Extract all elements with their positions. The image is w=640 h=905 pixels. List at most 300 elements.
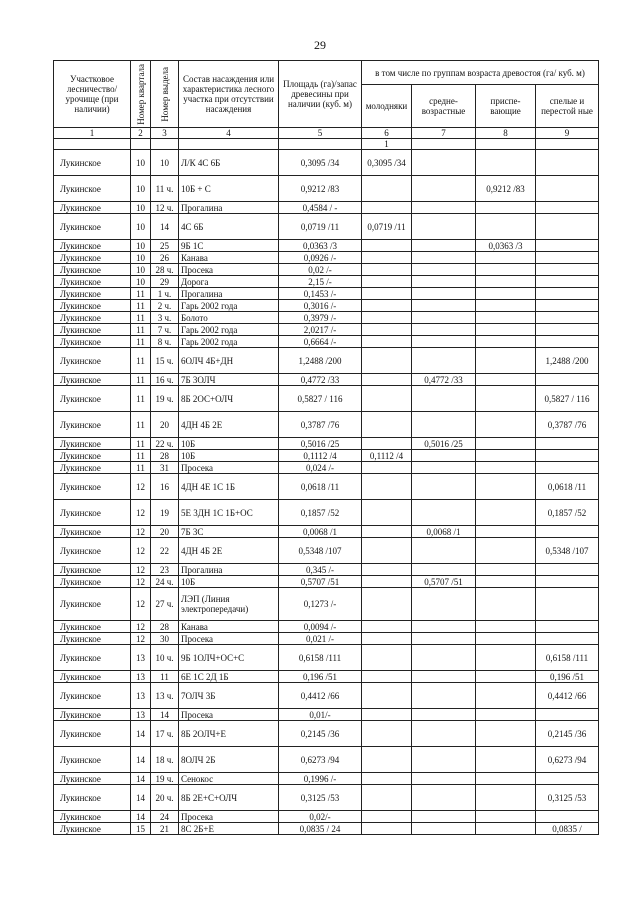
quarter-cell: 12 xyxy=(131,538,151,564)
young-cell xyxy=(362,474,412,500)
middle-aged-cell xyxy=(412,348,476,374)
area-cell: 0,0618 /11 xyxy=(279,474,362,500)
composition-cell: Прогалина xyxy=(179,202,279,214)
forestry-cell: Лукинское xyxy=(54,747,131,773)
mature-cell: 0,5348 /107 xyxy=(536,538,599,564)
forestry-cell: Лукинское xyxy=(54,526,131,538)
area-cell: 0,1112 /4 xyxy=(279,450,362,462)
middle-aged-cell: 0,4772 /33 xyxy=(412,374,476,386)
forest-table xyxy=(53,60,599,835)
middle-aged-cell xyxy=(412,773,476,785)
forestry-cell: Лукинское xyxy=(54,576,131,588)
maturing-cell xyxy=(476,747,536,773)
quarter-cell: 11 xyxy=(131,450,151,462)
composition-cell: Гарь 2002 года xyxy=(179,324,279,336)
quarter-cell: 11 xyxy=(131,312,151,324)
composition-cell: Дорога xyxy=(179,276,279,288)
forestry-cell: Лукинское xyxy=(54,264,131,276)
mature-cell: 0,0835 / xyxy=(536,823,599,835)
maturing-cell: 0,9212 /83 xyxy=(476,176,536,202)
header-composition: Состав насаждения или характеристика лесного участка при отсутствии насаждения xyxy=(179,61,279,128)
mature-cell xyxy=(536,150,599,176)
middle-aged-cell xyxy=(412,176,476,202)
table-row xyxy=(54,252,599,264)
column-number: 3 xyxy=(151,128,179,139)
composition-cell: 10Б + С xyxy=(179,176,279,202)
table-row xyxy=(54,264,599,276)
area-cell: 2,0217 /- xyxy=(279,324,362,336)
area-cell: 0,1996 /- xyxy=(279,773,362,785)
table-row xyxy=(54,645,599,671)
maturing-cell xyxy=(476,300,536,312)
section-cell: 10 ч. xyxy=(151,645,179,671)
maturing-cell xyxy=(476,348,536,374)
young-cell xyxy=(362,645,412,671)
forestry-cell: Лукинское xyxy=(54,324,131,336)
forestry-cell: Лукинское xyxy=(54,811,131,823)
maturing-cell xyxy=(476,438,536,450)
table-row xyxy=(54,240,599,252)
quarter-cell: 11 xyxy=(131,300,151,312)
composition-cell: 7Б 3ОЛЧ xyxy=(179,374,279,386)
composition-cell: Просека xyxy=(179,633,279,645)
quarter-cell: 11 xyxy=(131,324,151,336)
area-cell: 0,3016 /- xyxy=(279,300,362,312)
maturing-cell xyxy=(476,683,536,709)
table-row xyxy=(54,633,599,645)
area-cell: 0,3979 /- xyxy=(279,312,362,324)
maturing-cell xyxy=(476,462,536,474)
quarter-cell: 14 xyxy=(131,773,151,785)
maturing-cell xyxy=(476,150,536,176)
table-row xyxy=(54,202,599,214)
header-middle-aged: средне-возрастные xyxy=(412,85,476,128)
table-row xyxy=(54,526,599,538)
section-cell: 14 xyxy=(151,709,179,721)
section-cell: 18 ч. xyxy=(151,747,179,773)
section-cell: 27 ч. xyxy=(151,588,179,621)
table-row xyxy=(54,721,599,747)
forestry-cell: Лукинское xyxy=(54,300,131,312)
maturing-cell xyxy=(476,621,536,633)
middle-aged-cell xyxy=(412,474,476,500)
area-cell: 0,0926 /- xyxy=(279,252,362,264)
table-row xyxy=(54,683,599,709)
middle-aged-cell xyxy=(412,671,476,683)
quarter-cell: 10 xyxy=(131,176,151,202)
header-young: молодняки xyxy=(362,85,412,128)
composition-cell: 9Б 1ОЛЧ+ОС+С xyxy=(179,645,279,671)
composition-cell: Канава xyxy=(179,252,279,264)
middle-aged-cell xyxy=(412,202,476,214)
mature-cell xyxy=(536,621,599,633)
quarter-cell: 14 xyxy=(131,785,151,811)
column-number: 1 xyxy=(54,128,131,139)
section-cell: 1 ч. xyxy=(151,288,179,300)
table-row xyxy=(54,576,599,588)
middle-aged-cell xyxy=(412,252,476,264)
column-number: 7 xyxy=(412,128,476,139)
table-row xyxy=(54,621,599,633)
section-cell: 21 xyxy=(151,823,179,835)
middle-aged-cell xyxy=(412,214,476,240)
area-cell: 0,3787 /76 xyxy=(279,412,362,438)
table-row xyxy=(54,374,599,386)
forestry-cell: Лукинское xyxy=(54,240,131,252)
table-row xyxy=(54,300,599,312)
area-cell: 0,0094 /- xyxy=(279,621,362,633)
composition-cell: 8ОЛЧ 2Б xyxy=(179,747,279,773)
area-cell: 0,1857 /52 xyxy=(279,500,362,526)
composition-cell: 8Б 2ОС+ОЛЧ xyxy=(179,386,279,412)
composition-cell: Просека xyxy=(179,462,279,474)
young-cell xyxy=(362,576,412,588)
composition-cell: 7Б 3С xyxy=(179,526,279,538)
mature-cell xyxy=(536,462,599,474)
maturing-cell xyxy=(476,645,536,671)
forestry-cell: Лукинское xyxy=(54,348,131,374)
section-cell: 28 xyxy=(151,450,179,462)
composition-cell: 10Б xyxy=(179,576,279,588)
mature-cell: 0,3787 /76 xyxy=(536,412,599,438)
section-cell: 17 ч. xyxy=(151,721,179,747)
mature-cell: 0,6158 /111 xyxy=(536,645,599,671)
young-cell xyxy=(362,348,412,374)
area-cell: 0,3095 /34 xyxy=(279,150,362,176)
mature-cell: 0,0618 /11 xyxy=(536,474,599,500)
mature-cell: 0,2145 /36 xyxy=(536,721,599,747)
young-cell xyxy=(362,176,412,202)
maturing-cell xyxy=(476,474,536,500)
section-cell: 14 xyxy=(151,214,179,240)
young-cell xyxy=(362,683,412,709)
quarter-cell: 12 xyxy=(131,500,151,526)
table-row xyxy=(54,823,599,835)
mature-cell xyxy=(536,288,599,300)
young-cell xyxy=(362,324,412,336)
section-cell: 30 xyxy=(151,633,179,645)
section-cell: 16 ч. xyxy=(151,374,179,386)
forestry-cell: Лукинское xyxy=(54,564,131,576)
maturing-cell xyxy=(476,288,536,300)
middle-aged-cell xyxy=(412,823,476,835)
middle-aged-cell xyxy=(412,336,476,348)
composition-cell: 8С 2Б+Е xyxy=(179,823,279,835)
maturing-cell xyxy=(476,785,536,811)
forestry-cell: Лукинское xyxy=(54,202,131,214)
table-row xyxy=(54,336,599,348)
table-row xyxy=(54,588,599,621)
section-cell: 19 xyxy=(151,500,179,526)
area-cell: 2,15 /- xyxy=(279,276,362,288)
area-cell: 0,5827 / 116 xyxy=(279,386,362,412)
mature-cell xyxy=(536,336,599,348)
composition-cell: Просека xyxy=(179,709,279,721)
maturing-cell xyxy=(476,324,536,336)
maturing-cell xyxy=(476,773,536,785)
area-cell: 0,196 /51 xyxy=(279,671,362,683)
quarter-cell: 10 xyxy=(131,214,151,240)
mature-cell xyxy=(536,526,599,538)
young-cell: 0,0719 /11 xyxy=(362,214,412,240)
composition-cell: Канава xyxy=(179,621,279,633)
forestry-cell: Лукинское xyxy=(54,374,131,386)
quarter-cell: 10 xyxy=(131,150,151,176)
quarter-cell: 11 xyxy=(131,374,151,386)
area-cell: 0,01/- xyxy=(279,709,362,721)
area-cell: 0,02 /- xyxy=(279,264,362,276)
area-cell: 0,02/- xyxy=(279,811,362,823)
forestry-cell: Лукинское xyxy=(54,150,131,176)
forestry-cell: Лукинское xyxy=(54,633,131,645)
table-row xyxy=(54,500,599,526)
young-cell xyxy=(362,564,412,576)
middle-aged-cell xyxy=(412,500,476,526)
young-cell xyxy=(362,438,412,450)
area-cell: 0,9212 /83 xyxy=(279,176,362,202)
mature-cell xyxy=(536,252,599,264)
composition-cell: Сенокос xyxy=(179,773,279,785)
composition-cell: 7ОЛЧ 3Б xyxy=(179,683,279,709)
middle-aged-cell xyxy=(412,264,476,276)
mature-cell xyxy=(536,709,599,721)
young-cell xyxy=(362,252,412,264)
area-cell: 0,6664 /- xyxy=(279,336,362,348)
young-cell xyxy=(362,526,412,538)
header-area: Площадь (га)/запас древесины при наличии (куб. м) xyxy=(279,61,362,128)
composition-cell: 10Б xyxy=(179,450,279,462)
table-row xyxy=(54,450,599,462)
section-cell: 20 xyxy=(151,526,179,538)
column-number: 2 xyxy=(131,128,151,139)
young-cell xyxy=(362,264,412,276)
middle-aged-cell xyxy=(412,386,476,412)
composition-cell: 4ДН 4Е 1С 1Б xyxy=(179,474,279,500)
young-cell: 0,1112 /4 xyxy=(362,450,412,462)
area-cell: 0,021 /- xyxy=(279,633,362,645)
forestry-cell: Лукинское xyxy=(54,785,131,811)
composition-cell: 10Б xyxy=(179,438,279,450)
maturing-cell xyxy=(476,538,536,564)
maturing-cell xyxy=(476,336,536,348)
young-cell xyxy=(362,747,412,773)
maturing-cell xyxy=(476,252,536,264)
composition-cell: 4С 6Б xyxy=(179,214,279,240)
forestry-cell: Лукинское xyxy=(54,773,131,785)
forestry-cell: Лукинское xyxy=(54,438,131,450)
forestry-cell: Лукинское xyxy=(54,721,131,747)
young-cell xyxy=(362,336,412,348)
quarter-cell: 14 xyxy=(131,721,151,747)
young-cell xyxy=(362,633,412,645)
mature-cell xyxy=(536,773,599,785)
table-row xyxy=(54,747,599,773)
mature-cell: 0,4412 /66 xyxy=(536,683,599,709)
maturing-cell xyxy=(476,214,536,240)
middle-aged-cell xyxy=(412,538,476,564)
young-cell xyxy=(362,462,412,474)
maturing-cell xyxy=(476,412,536,438)
table-row xyxy=(54,214,599,240)
column-number: 5 xyxy=(279,128,362,139)
mature-cell: 1,2488 /200 xyxy=(536,348,599,374)
forestry-cell: Лукинское xyxy=(54,450,131,462)
middle-aged-cell xyxy=(412,276,476,288)
area-cell: 0,5016 /25 xyxy=(279,438,362,450)
maturing-cell xyxy=(476,202,536,214)
composition-cell: Гарь 2002 года xyxy=(179,336,279,348)
forestry-cell: Лукинское xyxy=(54,336,131,348)
mature-cell xyxy=(536,240,599,252)
forestry-cell: Лукинское xyxy=(54,386,131,412)
middle-aged-cell xyxy=(412,811,476,823)
section-cell: 8 ч. xyxy=(151,336,179,348)
forestry-cell: Лукинское xyxy=(54,823,131,835)
young-cell xyxy=(362,823,412,835)
composition-cell: Просека xyxy=(179,811,279,823)
quarter-cell: 14 xyxy=(131,747,151,773)
mature-cell: 0,6273 /94 xyxy=(536,747,599,773)
middle-aged-cell xyxy=(412,300,476,312)
forestry-cell: Лукинское xyxy=(54,312,131,324)
forestry-cell: Лукинское xyxy=(54,462,131,474)
quarter-cell: 12 xyxy=(131,576,151,588)
mature-cell xyxy=(536,564,599,576)
area-cell: 0,3125 /53 xyxy=(279,785,362,811)
quarter-cell: 10 xyxy=(131,252,151,264)
young-cell xyxy=(362,721,412,747)
area-cell: 0,6158 /111 xyxy=(279,645,362,671)
column-number: 4 xyxy=(179,128,279,139)
middle-aged-cell xyxy=(412,324,476,336)
maturing-cell xyxy=(476,576,536,588)
mature-cell: 0,3125 /53 xyxy=(536,785,599,811)
middle-aged-cell: 0,0068 /1 xyxy=(412,526,476,538)
young-cell xyxy=(362,300,412,312)
section-cell: 28 xyxy=(151,621,179,633)
table-row xyxy=(54,276,599,288)
table-row xyxy=(54,564,599,576)
quarter-cell: 12 xyxy=(131,588,151,621)
maturing-cell xyxy=(476,564,536,576)
quarter-cell: 10 xyxy=(131,264,151,276)
young-cell xyxy=(362,240,412,252)
middle-aged-cell xyxy=(412,412,476,438)
composition-cell: 6ОЛЧ 4Б+ДН xyxy=(179,348,279,374)
young-cell: 0,3095 /34 xyxy=(362,150,412,176)
quarter-cell: 10 xyxy=(131,240,151,252)
maturing-cell xyxy=(476,374,536,386)
mature-cell xyxy=(536,312,599,324)
young-cell xyxy=(362,671,412,683)
section-cell: 3 ч. xyxy=(151,312,179,324)
maturing-cell: 0,0363 /3 xyxy=(476,240,536,252)
quarter-cell: 11 xyxy=(131,288,151,300)
section-cell: 19 ч. xyxy=(151,386,179,412)
quarter-cell: 13 xyxy=(131,645,151,671)
area-cell: 0,024 /- xyxy=(279,462,362,474)
section-cell: 19 ч. xyxy=(151,773,179,785)
composition-cell: Болото xyxy=(179,312,279,324)
column-number: 9 xyxy=(536,128,599,139)
table-row xyxy=(54,412,599,438)
mature-cell: 0,1857 /52 xyxy=(536,500,599,526)
young-cell xyxy=(362,276,412,288)
forestry-cell: Лукинское xyxy=(54,538,131,564)
section-cell: 25 xyxy=(151,240,179,252)
maturing-cell xyxy=(476,526,536,538)
middle-aged-cell xyxy=(412,150,476,176)
composition-cell: Просека xyxy=(179,264,279,276)
quarter-cell: 12 xyxy=(131,633,151,645)
middle-aged-cell xyxy=(412,564,476,576)
area-cell: 0,4584 / - xyxy=(279,202,362,214)
header-mature: спелые и перестой ные xyxy=(536,85,599,128)
middle-aged-cell xyxy=(412,588,476,621)
middle-aged-cell xyxy=(412,721,476,747)
header-forestry: Участковое лесничество/ урочище (при наличии) xyxy=(54,61,131,128)
young-cell xyxy=(362,202,412,214)
header-maturing: приспе-вающие xyxy=(476,85,536,128)
table-row xyxy=(54,474,599,500)
forestry-cell: Лукинское xyxy=(54,588,131,621)
maturing-cell xyxy=(476,811,536,823)
maturing-cell xyxy=(476,264,536,276)
area-cell: 0,6273 /94 xyxy=(279,747,362,773)
middle-aged-cell xyxy=(412,633,476,645)
young-cell xyxy=(362,811,412,823)
table-row xyxy=(54,462,599,474)
table-row xyxy=(54,811,599,823)
area-cell: 0,0068 /1 xyxy=(279,526,362,538)
quarter-cell: 11 xyxy=(131,348,151,374)
middle-aged-cell xyxy=(412,450,476,462)
section-cell: 29 xyxy=(151,276,179,288)
forestry-cell: Лукинское xyxy=(54,288,131,300)
table-row xyxy=(54,348,599,374)
maturing-cell xyxy=(476,823,536,835)
forestry-cell: Лукинское xyxy=(54,176,131,202)
middle-aged-cell xyxy=(412,312,476,324)
maturing-cell xyxy=(476,709,536,721)
forestry-cell: Лукинское xyxy=(54,214,131,240)
forestry-cell: Лукинское xyxy=(54,683,131,709)
mature-cell xyxy=(536,450,599,462)
marker-row xyxy=(54,139,599,150)
young-cell xyxy=(362,500,412,526)
section-cell: 26 xyxy=(151,252,179,264)
forestry-cell: Лукинское xyxy=(54,500,131,526)
mature-cell xyxy=(536,576,599,588)
middle-aged-cell xyxy=(412,683,476,709)
maturing-cell xyxy=(476,633,536,645)
young-cell xyxy=(362,412,412,438)
maturing-cell xyxy=(476,386,536,412)
middle-aged-cell xyxy=(412,462,476,474)
mature-cell xyxy=(536,633,599,645)
quarter-cell: 12 xyxy=(131,621,151,633)
section-cell: 12 ч. xyxy=(151,202,179,214)
section-cell: 13 ч. xyxy=(151,683,179,709)
table-row xyxy=(54,438,599,450)
mature-cell xyxy=(536,264,599,276)
quarter-cell: 11 xyxy=(131,386,151,412)
mature-cell xyxy=(536,276,599,288)
table-row xyxy=(54,386,599,412)
composition-cell: Л/К 4С 6Б xyxy=(179,150,279,176)
mature-cell xyxy=(536,202,599,214)
quarter-cell: 15 xyxy=(131,823,151,835)
